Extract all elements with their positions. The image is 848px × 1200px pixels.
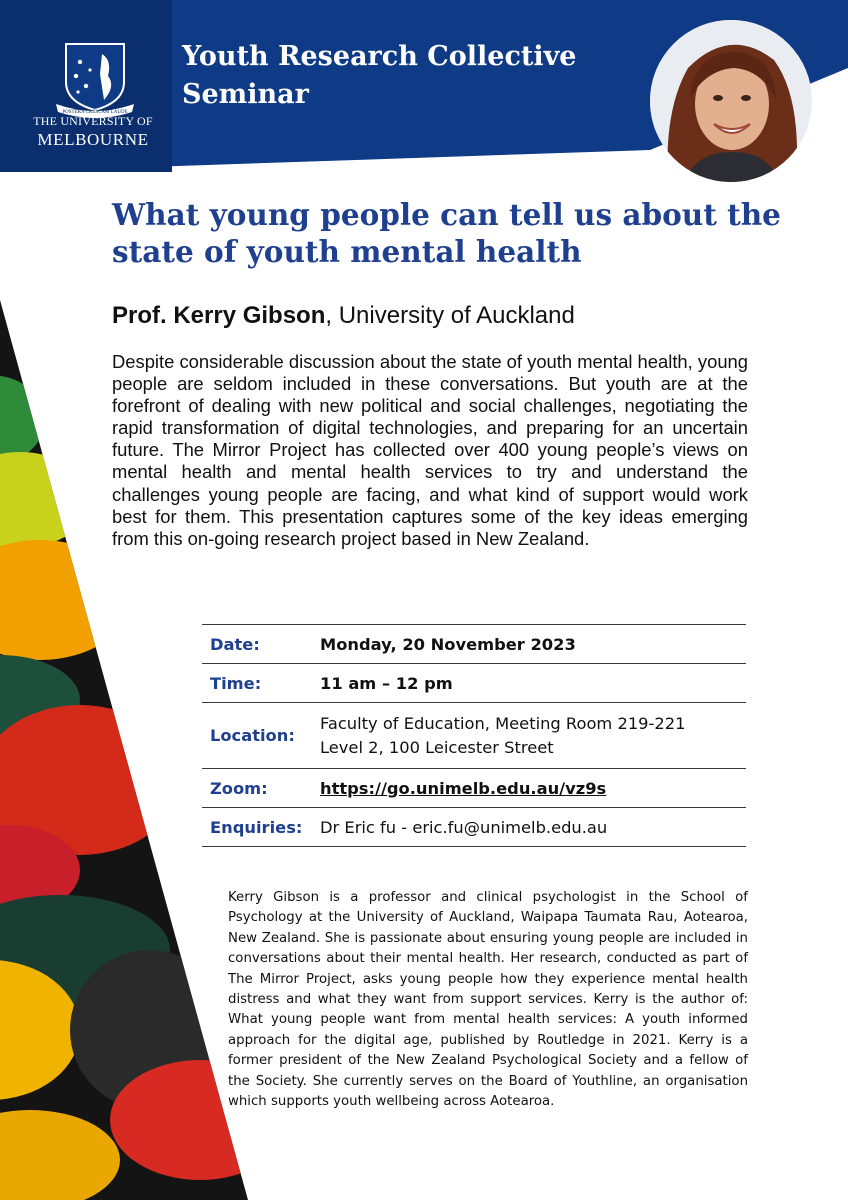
location-line1: Faculty of Education, Meeting Room 219-221 xyxy=(320,713,686,733)
university-name-line2: MELBOURNE xyxy=(37,130,149,149)
series-title: Youth Research Collective Seminar xyxy=(182,41,577,110)
university-logo xyxy=(30,32,156,150)
location-line2: Level 2, 100 Leicester Street xyxy=(320,737,554,757)
location-label: Location: xyxy=(202,703,320,769)
speaker-portrait-image xyxy=(650,20,812,182)
enquiries-label: Enquiries: xyxy=(202,808,320,847)
enquiries-row xyxy=(202,808,746,847)
zoom-link[interactable]: https://go.unimelb.edu.au/vz9s xyxy=(320,769,746,808)
speaker-bio: Kerry Gibson is a professor and clinical psychologist in the School of Psychology at the University of Auckland, Waipapa Taumata Rau, Aotearoa, New Zealand. She is passionate about ensuring young people are included in conversations about their mental health. Her research, conducted as part of The Mirror Project, asks young people how they experience mental health distress and what they want from support services. Kerry is the author of: What young people want from mental health services: A youth informed approach for the digital age, published by Routledge in 2021. Kerry is a former president of the New Zealand Psychological Society and a fellow of the Society. She currently serves on the Board of Youthline, an organisation which supports youth wellbeing across Aotearoa. xyxy=(228,890,748,1110)
speaker-affiliation: , University of Auckland xyxy=(325,302,575,329)
location-row xyxy=(202,703,746,769)
location-value xyxy=(320,703,746,769)
speaker-line xyxy=(112,302,575,330)
seminar-title: What young people can tell us about the state of youth mental health xyxy=(112,197,781,269)
speaker-name: Prof. Kerry Gibson xyxy=(112,302,326,329)
date-label: Date: xyxy=(202,625,320,664)
svg-text:POSTERA CRESCAM LAUDE: POSTERA CRESCAM LAUDE xyxy=(62,110,128,115)
speaker-photo xyxy=(650,20,812,182)
crest-spacer xyxy=(30,32,156,110)
enquiries-value[interactable]: Dr Eric fu - eric.fu@unimelb.edu.au xyxy=(320,808,746,847)
university-name-line1: THE UNIVERSITY OF xyxy=(33,114,153,128)
abstract-paragraph: Despite considerable discussion about the state of youth mental health, young people are seldom included in these conversations. But youth are at the forefront of dealing with new political and social challenges, negotiating the rapid transformation of digital technologies, and preparing for an uncertain future. The Mirror Project has collected over 400 young people’s views on mental health and mental health services to try and understand the challenges young people are facing, and what kind of support would work best for them. This presentation captures some of the key ideas emerging from this on-going research project based in New Zealand. xyxy=(112,351,748,549)
time-label: Time: xyxy=(202,664,320,703)
zoom-label: Zoom: xyxy=(202,769,320,808)
date-value: Monday, 20 November 2023 xyxy=(320,625,746,664)
event-details-table xyxy=(202,624,746,847)
time-value: 11 am – 12 pm xyxy=(320,664,746,703)
zoom-row xyxy=(202,769,746,808)
date-row xyxy=(202,625,746,664)
time-row xyxy=(202,664,746,703)
